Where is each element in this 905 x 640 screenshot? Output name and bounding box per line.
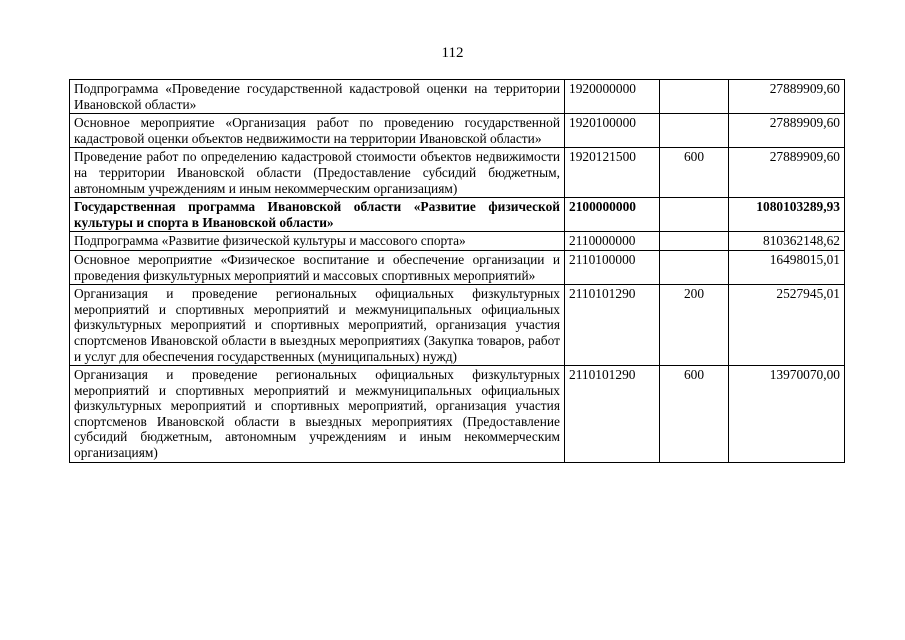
row-name-cell: Основное мероприятие «Физическое воспитание и обеспечение организации и проведения физкультурных мероприятий и массовых спортивных мероприятий»: [70, 250, 565, 284]
row-amount-cell: 27889909,60: [729, 148, 845, 198]
row-name-cell: Основное мероприятие «Организация работ по проведению государственной кадастровой оценки объектов недвижимости на территории Ивановской области»: [70, 114, 565, 148]
row-type-cell: [660, 114, 729, 148]
table-row: [70, 285, 845, 366]
table-row: [70, 366, 845, 463]
row-name-cell: Подпрограмма «Проведение государственной кадастровой оценки на территории Ивановской области»: [70, 80, 565, 114]
row-amount-cell: 2527945,01: [729, 285, 845, 366]
row-type-cell: 600: [660, 366, 729, 463]
row-code-cell: 2100000000: [565, 198, 660, 232]
row-code-cell: 2110000000: [565, 232, 660, 251]
row-name-cell: Подпрограмма «Развитие физической культуры и массового спорта»: [70, 232, 565, 251]
row-type-cell: [660, 250, 729, 284]
table-row-program: [70, 198, 845, 232]
row-type-cell: [660, 198, 729, 232]
row-amount-cell: 16498015,01: [729, 250, 845, 284]
table-row: [70, 232, 845, 251]
row-code-cell: 2110100000: [565, 250, 660, 284]
row-code-cell: 2110101290: [565, 285, 660, 366]
row-name-cell: Организация и проведение региональных официальных физкультурных мероприятий и спортивных мероприятий и межмуниципальных официальных физкультурных мероприятий и спортивных мероприятий, организация участия спортсменов Ивановской области в выездных мероприятиях (Закупка товаров, работ и услуг для обеспечения государственных (муниципальных) нужд): [70, 285, 565, 366]
budget-table: [69, 79, 845, 463]
row-type-cell: 200: [660, 285, 729, 366]
row-name-cell: Организация и проведение региональных официальных физкультурных мероприятий и спортивных мероприятий и межмуниципальных официальных физкультурных мероприятий и спортивных мероприятий, организация участия спортсменов Ивановской области в выездных мероприятиях (Предоставление субсидий бюджетным, автономным учреждениям и иным некоммерческим организациям): [70, 366, 565, 463]
row-code-cell: 1920121500: [565, 148, 660, 198]
row-amount-cell: 13970070,00: [729, 366, 845, 463]
table-row: [70, 114, 845, 148]
row-amount-cell: 27889909,60: [729, 114, 845, 148]
row-amount-cell: 27889909,60: [729, 80, 845, 114]
table-row: [70, 80, 845, 114]
row-type-cell: 600: [660, 148, 729, 198]
row-amount-cell: 810362148,62: [729, 232, 845, 251]
row-name-cell: Государственная программа Ивановской области «Развитие физической культуры и спорта в Ивановской области»: [70, 198, 565, 232]
row-code-cell: 1920000000: [565, 80, 660, 114]
page-number: 112: [441, 45, 464, 61]
table-row: [70, 148, 845, 198]
row-name-cell: Проведение работ по определению кадастровой стоимости объектов недвижимости на территории Ивановской области (Предоставление субсидий бюджетным, автономным учреждениям и иным некоммерческим организациям): [70, 148, 565, 198]
row-code-cell: 2110101290: [565, 366, 660, 463]
budget-table-body: [70, 80, 845, 463]
table-row: [70, 250, 845, 284]
row-type-cell: [660, 232, 729, 251]
row-code-cell: 1920100000: [565, 114, 660, 148]
row-type-cell: [660, 80, 729, 114]
row-amount-cell: 1080103289,93: [729, 198, 845, 232]
